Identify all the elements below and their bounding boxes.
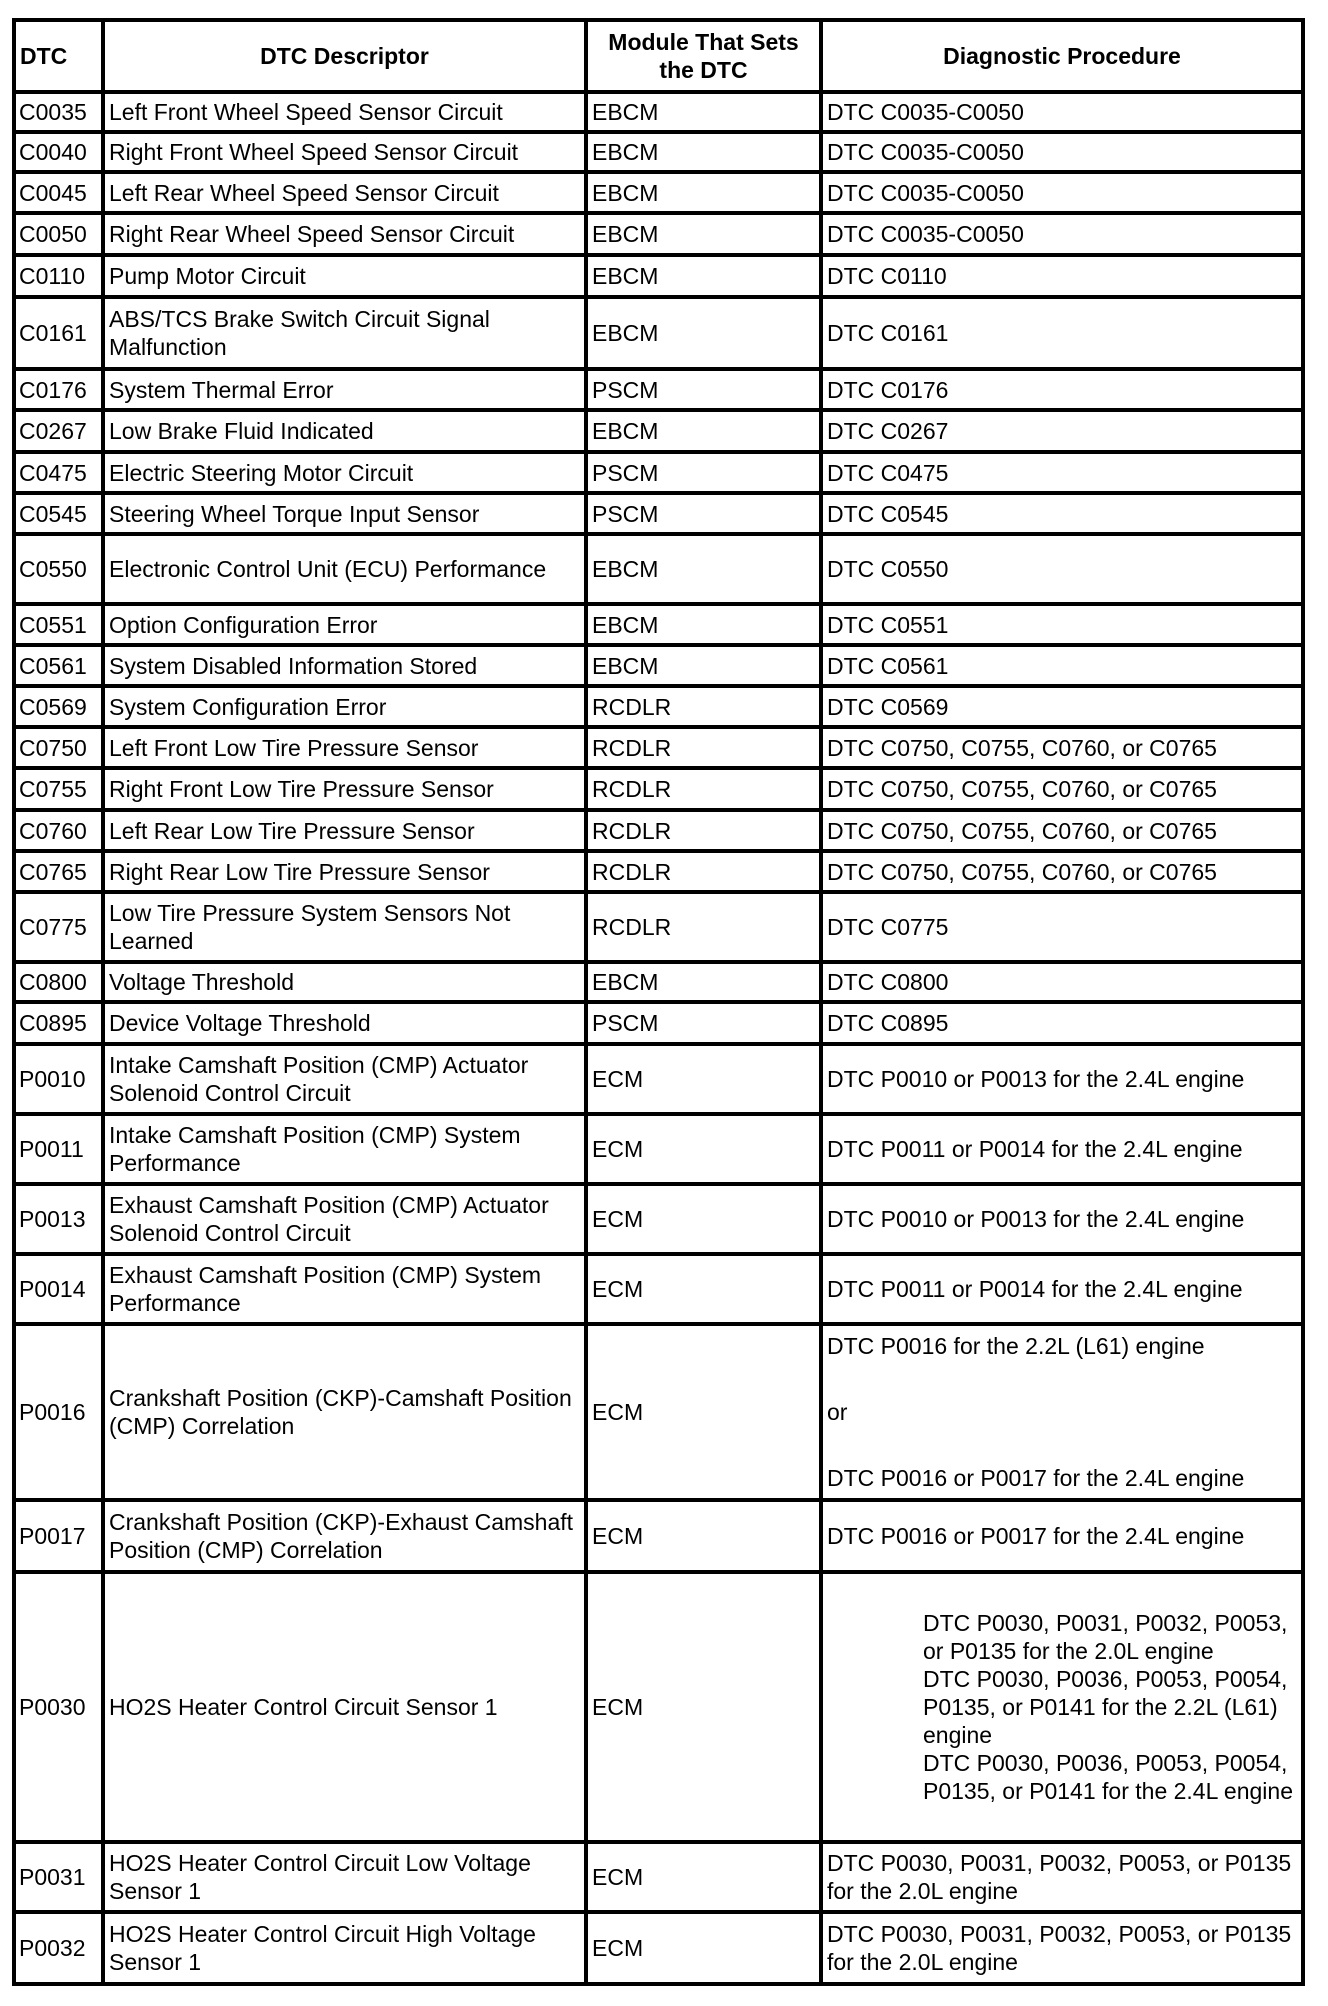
- dtc-descriptor: Steering Wheel Torque Input Sensor: [103, 493, 586, 534]
- diagnostic-procedure: DTC C0750, C0755, C0760, or C0765: [821, 768, 1303, 810]
- dtc-descriptor: Pump Motor Circuit: [103, 255, 586, 297]
- module: ECM: [586, 1572, 821, 1842]
- dtc-code: P0016: [14, 1324, 103, 1500]
- table-row: [14, 1500, 1303, 1572]
- dtc-descriptor: Low Tire Pressure System Sensors Not Learned: [103, 892, 586, 962]
- table-row: [14, 727, 1303, 768]
- table-row: [14, 892, 1303, 962]
- procedure-line: or: [827, 1399, 848, 1425]
- table-row: [14, 851, 1303, 892]
- table-row: [14, 92, 1303, 132]
- dtc-descriptor: Right Front Low Tire Pressure Sensor: [103, 768, 586, 810]
- dtc-code: C0176: [14, 369, 103, 410]
- dtc-descriptor: Right Rear Wheel Speed Sensor Circuit: [103, 213, 586, 255]
- table-row: [14, 255, 1303, 297]
- dtc-code: C0267: [14, 410, 103, 452]
- table-row: [14, 1254, 1303, 1324]
- module: EBCM: [586, 534, 821, 604]
- diagnostic-procedure: DTC C0569: [821, 686, 1303, 727]
- header-procedure: Diagnostic Procedure: [821, 20, 1303, 92]
- table-row: [14, 452, 1303, 493]
- table-row: [14, 297, 1303, 369]
- dtc-descriptor: HO2S Heater Control Circuit High Voltage Sensor 1: [103, 1912, 586, 1984]
- dtc-descriptor: System Configuration Error: [103, 686, 586, 727]
- diagnostic-procedure: DTC C0035-C0050: [821, 213, 1303, 255]
- module: ECM: [586, 1184, 821, 1254]
- diagnostic-procedure: DTC C0035-C0050: [821, 172, 1303, 213]
- dtc-code: P0030: [14, 1572, 103, 1842]
- diagnostic-procedure: DTC C0775: [821, 892, 1303, 962]
- module: RCDLR: [586, 686, 821, 727]
- table-row: [14, 213, 1303, 255]
- module: EBCM: [586, 297, 821, 369]
- module: RCDLR: [586, 892, 821, 962]
- procedure-line: DTC P0030, P0036, P0053, P0054, P0135, or P0141 for the 2.4L engine: [923, 1750, 1293, 1804]
- table-row: [14, 493, 1303, 534]
- dtc-code: C0045: [14, 172, 103, 213]
- diagnostic-procedure: DTC P0011 or P0014 for the 2.4L engine: [821, 1114, 1303, 1184]
- dtc-code: C0050: [14, 213, 103, 255]
- dtc-descriptor: Right Rear Low Tire Pressure Sensor: [103, 851, 586, 892]
- dtc-descriptor: ABS/TCS Brake Switch Circuit Signal Malfunction: [103, 297, 586, 369]
- table-row: [14, 1184, 1303, 1254]
- dtc-code: C0765: [14, 851, 103, 892]
- table-row: [14, 962, 1303, 1002]
- dtc-code: C0561: [14, 645, 103, 686]
- dtc-code: C0750: [14, 727, 103, 768]
- module: RCDLR: [586, 810, 821, 851]
- dtc-descriptor: Electric Steering Motor Circuit: [103, 452, 586, 493]
- module: RCDLR: [586, 727, 821, 768]
- table-row: [14, 810, 1303, 851]
- module: EBCM: [586, 962, 821, 1002]
- dtc-descriptor: HO2S Heater Control Circuit Low Voltage Sensor 1: [103, 1842, 586, 1912]
- dtc-descriptor: Crankshaft Position (CKP)-Exhaust Camshaft Position (CMP) Correlation: [103, 1500, 586, 1572]
- dtc-code: C0550: [14, 534, 103, 604]
- header-module: Module That Sets the DTC: [586, 20, 821, 92]
- table-row: [14, 1044, 1303, 1114]
- module: EBCM: [586, 604, 821, 645]
- dtc-descriptor: Exhaust Camshaft Position (CMP) System Performance: [103, 1254, 586, 1324]
- procedure-line: DTC P0016 for the 2.2L (L61) engine: [827, 1333, 1205, 1359]
- dtc-code: C0040: [14, 132, 103, 172]
- dtc-code: P0014: [14, 1254, 103, 1324]
- dtc-code: P0032: [14, 1912, 103, 1984]
- diagnostic-procedure: DTC C0475: [821, 452, 1303, 493]
- table-row: [14, 686, 1303, 727]
- module: EBCM: [586, 255, 821, 297]
- dtc-code: C0569: [14, 686, 103, 727]
- dtc-code: P0017: [14, 1500, 103, 1572]
- dtc-descriptor: Left Rear Low Tire Pressure Sensor: [103, 810, 586, 851]
- header-dtc: DTC: [14, 20, 103, 92]
- dtc-descriptor: System Disabled Information Stored: [103, 645, 586, 686]
- module: PSCM: [586, 1002, 821, 1044]
- diagnostic-procedure: DTC C0895: [821, 1002, 1303, 1044]
- diagnostic-procedure: DTC C0110: [821, 255, 1303, 297]
- module: PSCM: [586, 369, 821, 410]
- dtc-descriptor: Right Front Wheel Speed Sensor Circuit: [103, 132, 586, 172]
- diagnostic-procedure: DTC C0750, C0755, C0760, or C0765: [821, 851, 1303, 892]
- dtc-descriptor: Intake Camshaft Position (CMP) System Performance: [103, 1114, 586, 1184]
- table-row: [14, 172, 1303, 213]
- dtc-descriptor: Left Front Low Tire Pressure Sensor: [103, 727, 586, 768]
- diagnostic-procedure: DTC C0267: [821, 410, 1303, 452]
- diagnostic-procedure: DTC C0561: [821, 645, 1303, 686]
- diagnostic-procedure: DTC C0035-C0050: [821, 92, 1303, 132]
- dtc-descriptor: Left Front Wheel Speed Sensor Circuit: [103, 92, 586, 132]
- module: ECM: [586, 1044, 821, 1114]
- dtc-descriptor: Left Rear Wheel Speed Sensor Circuit: [103, 172, 586, 213]
- diagnostic-procedure: DTC C0750, C0755, C0760, or C0765: [821, 810, 1303, 851]
- dtc-descriptor: Electronic Control Unit (ECU) Performance: [103, 534, 586, 604]
- dtc-code: C0110: [14, 255, 103, 297]
- procedure-line: DTC P0030, P0036, P0053, P0054, P0135, or P0141 for the 2.2L (L61) engine: [923, 1666, 1288, 1748]
- module: EBCM: [586, 172, 821, 213]
- header-descriptor: DTC Descriptor: [103, 20, 586, 92]
- module: RCDLR: [586, 851, 821, 892]
- diagnostic-procedure: DTC C0550: [821, 534, 1303, 604]
- table-row: [14, 1114, 1303, 1184]
- dtc-descriptor: Intake Camshaft Position (CMP) Actuator Solenoid Control Circuit: [103, 1044, 586, 1114]
- table-row: [14, 768, 1303, 810]
- dtc-table: [12, 18, 1305, 1986]
- diagnostic-procedure: [821, 1572, 1303, 1842]
- dtc-descriptor: System Thermal Error: [103, 369, 586, 410]
- table-row: [14, 1572, 1303, 1842]
- module: ECM: [586, 1114, 821, 1184]
- dtc-descriptor: Low Brake Fluid Indicated: [103, 410, 586, 452]
- dtc-code: C0161: [14, 297, 103, 369]
- dtc-descriptor: HO2S Heater Control Circuit Sensor 1: [103, 1572, 586, 1842]
- dtc-code: P0013: [14, 1184, 103, 1254]
- module: EBCM: [586, 92, 821, 132]
- table-row: [14, 132, 1303, 172]
- dtc-code: P0010: [14, 1044, 103, 1114]
- diagnostic-procedure: [821, 1324, 1303, 1500]
- module: ECM: [586, 1254, 821, 1324]
- dtc-code: P0011: [14, 1114, 103, 1184]
- module: EBCM: [586, 132, 821, 172]
- diagnostic-procedure: DTC P0011 or P0014 for the 2.4L engine: [821, 1254, 1303, 1324]
- module: PSCM: [586, 452, 821, 493]
- dtc-descriptor: Exhaust Camshaft Position (CMP) Actuator Solenoid Control Circuit: [103, 1184, 586, 1254]
- table-row: [14, 534, 1303, 604]
- module: ECM: [586, 1912, 821, 1984]
- module: ECM: [586, 1324, 821, 1500]
- dtc-code: C0551: [14, 604, 103, 645]
- table-row: [14, 1842, 1303, 1912]
- module: ECM: [586, 1842, 821, 1912]
- table-row: [14, 1324, 1303, 1500]
- diagnostic-procedure: DTC P0010 or P0013 for the 2.4L engine: [821, 1044, 1303, 1114]
- table-row: [14, 1912, 1303, 1984]
- table-row: [14, 604, 1303, 645]
- dtc-code: C0895: [14, 1002, 103, 1044]
- diagnostic-procedure: DTC C0035-C0050: [821, 132, 1303, 172]
- procedure-line: DTC P0016 or P0017 for the 2.4L engine: [827, 1465, 1245, 1491]
- dtc-code: C0545: [14, 493, 103, 534]
- module: EBCM: [586, 410, 821, 452]
- dtc-code: C0760: [14, 810, 103, 851]
- diagnostic-procedure: DTC C0545: [821, 493, 1303, 534]
- dtc-descriptor: Device Voltage Threshold: [103, 1002, 586, 1044]
- module: ECM: [586, 1500, 821, 1572]
- diagnostic-procedure: DTC C0551: [821, 604, 1303, 645]
- procedure-line: DTC P0030, P0031, P0032, P0053, or P0135 for the 2.0L engine: [923, 1610, 1288, 1664]
- dtc-code: C0755: [14, 768, 103, 810]
- dtc-descriptor: Voltage Threshold: [103, 962, 586, 1002]
- dtc-code: P0031: [14, 1842, 103, 1912]
- dtc-code: C0775: [14, 892, 103, 962]
- diagnostic-procedure: DTC P0030, P0031, P0032, P0053, or P0135 for the 2.0L engine: [821, 1912, 1303, 1984]
- diagnostic-procedure: DTC C0800: [821, 962, 1303, 1002]
- module: PSCM: [586, 493, 821, 534]
- table-row: [14, 1002, 1303, 1044]
- diagnostic-procedure: DTC P0030, P0031, P0032, P0053, or P0135 for the 2.0L engine: [821, 1842, 1303, 1912]
- module: EBCM: [586, 645, 821, 686]
- diagnostic-procedure: DTC C0750, C0755, C0760, or C0765: [821, 727, 1303, 768]
- diagnostic-procedure: DTC P0016 or P0017 for the 2.4L engine: [821, 1500, 1303, 1572]
- module: EBCM: [586, 213, 821, 255]
- diagnostic-procedure: DTC C0161: [821, 297, 1303, 369]
- diagnostic-procedure: DTC C0176: [821, 369, 1303, 410]
- table-header-row: [14, 20, 1303, 92]
- dtc-descriptor: Crankshaft Position (CKP)-Camshaft Position (CMP) Correlation: [103, 1324, 586, 1500]
- table-row: [14, 369, 1303, 410]
- dtc-code: C0035: [14, 92, 103, 132]
- diagnostic-procedure: DTC P0010 or P0013 for the 2.4L engine: [821, 1184, 1303, 1254]
- module: RCDLR: [586, 768, 821, 810]
- dtc-descriptor: Option Configuration Error: [103, 604, 586, 645]
- table-row: [14, 410, 1303, 452]
- table-row: [14, 645, 1303, 686]
- dtc-code: C0800: [14, 962, 103, 1002]
- dtc-code: C0475: [14, 452, 103, 493]
